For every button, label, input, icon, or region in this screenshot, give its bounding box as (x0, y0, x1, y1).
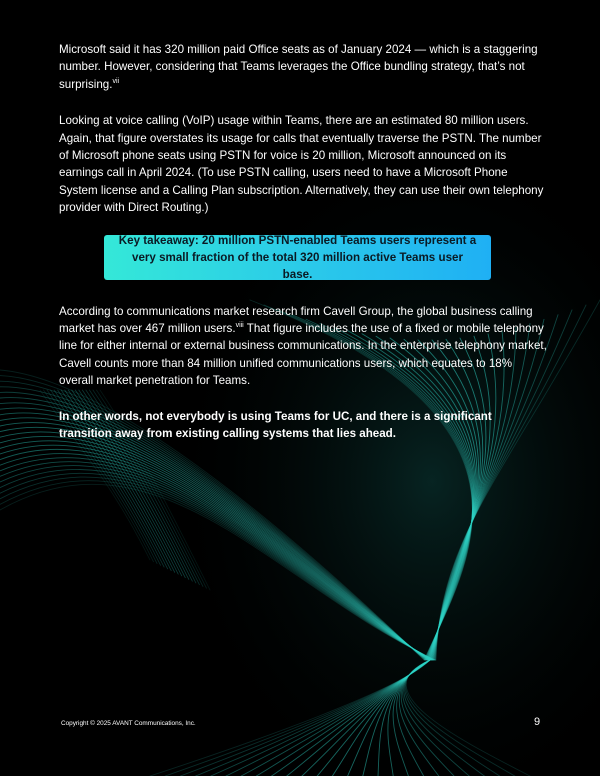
footer-copyright: Copyright © 2025 AVANT Communications, Inc. (61, 720, 196, 727)
footnote-ref-viii[interactable]: viii (235, 322, 244, 330)
paragraph-cavell-market: According to communications market research firm Cavell Group, the global business calling market has over 467 million users.$^{viii}$ That figure includes the use of a fixed or mobile telephony line for either internal or external business communications. In the enterprise telephony market, Cavell counts more than 84 million unified communications users, which equates to 18% overall market penetration for Teams. (59, 304, 547, 388)
main-content (59, 41, 547, 443)
key-takeaway-text: Key takeaway: 20 million PSTN-enabled Teams users represent a very small fraction of the total 320 million active Teams user base. (118, 233, 477, 281)
key-takeaway-callout (104, 235, 491, 280)
paragraph-conclusion: In other words, not everybody is using Teams for UC, and there is a significant transition away from existing calling systems that lies ahead. (59, 409, 492, 441)
paragraph-office-seats: Microsoft said it has 320 million paid Office seats as of January 2024 — which is a staggering number. However, considering that Teams leverages the Office bundling strategy, that’s not surprising.$^{vii}$ (59, 43, 538, 91)
page-number: 9 (534, 716, 541, 728)
paragraph-voice-calling: Looking at voice calling (VoIP) usage within Teams, there are an estimated 80 million users. Again, that figure overstates its usage for calls that eventually traverse the PSTN. The number of Microsoft phone seats using PSTN for voice is 20 million, Microsoft announced on its earnings call in April 2024. (To use PSTN calling, users need to have a Microsoft Phone System license and a Calling Plan subscription. Alternatively, they can use their own telephony provider with Direct Routing.) (59, 114, 544, 215)
footnote-ref-vii[interactable]: vii (112, 77, 120, 85)
